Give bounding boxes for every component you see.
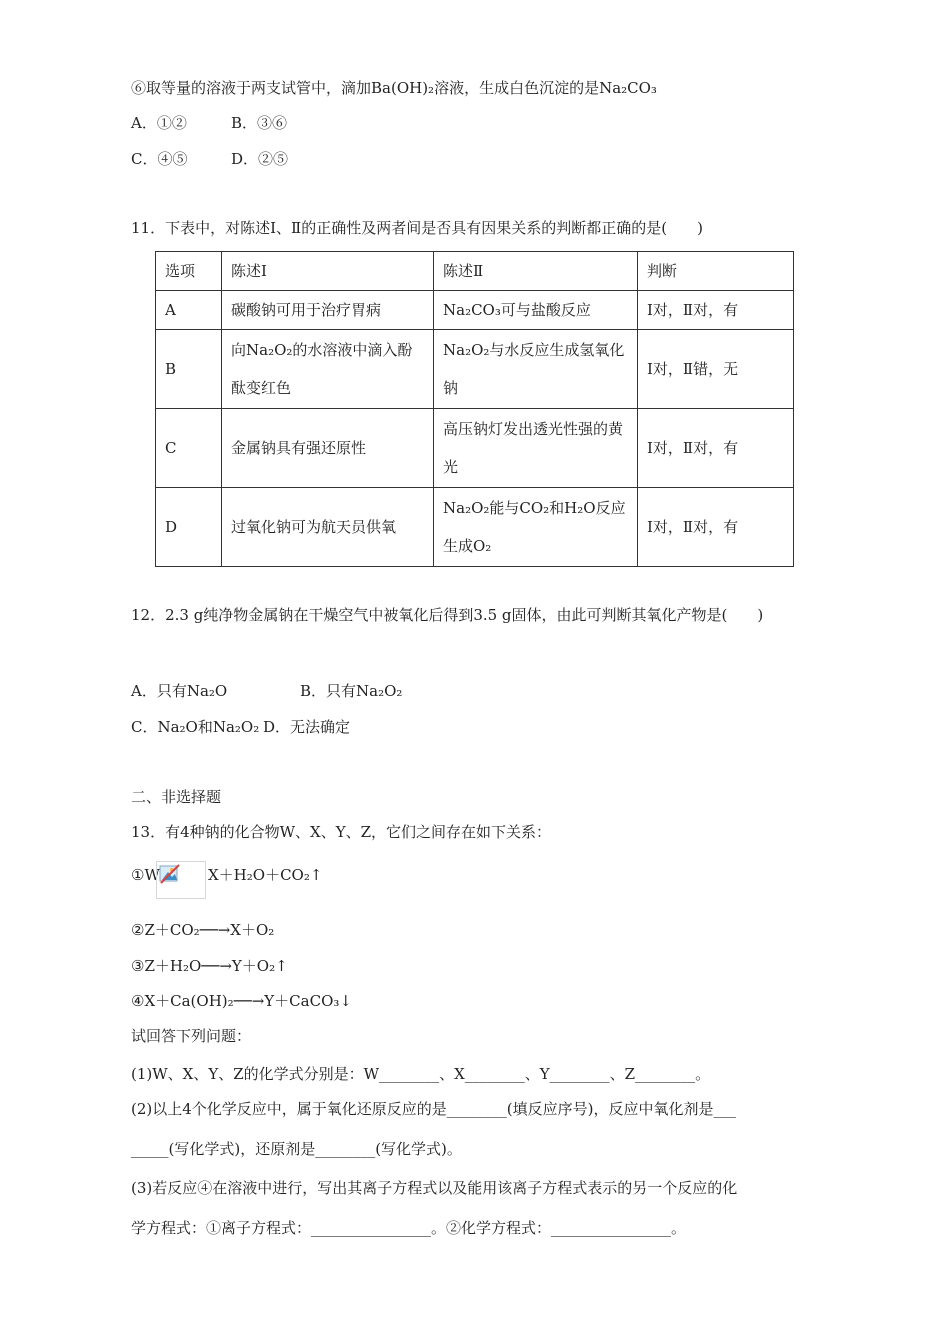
- row-statement-1: 碳酸钠可用于治疗胃病: [222, 291, 434, 330]
- q13-reaction-3: ③Z＋H₂O──→Y＋O₂↑: [131, 957, 288, 975]
- row-judgement: Ⅰ对，Ⅱ对，有: [638, 488, 794, 567]
- broken-image-icon: [156, 861, 206, 899]
- row-judgement: Ⅰ对，Ⅱ对，有: [638, 409, 794, 488]
- q13-part-1: (1)W、X、Y、Z的化学式分别是：W________、X________、Y________、Z________。: [131, 1065, 711, 1083]
- q10-item-6: ⑥取等量的溶液于两支试管中，滴加Ba(OH)₂溶液，生成白色沉淀的是Na₂CO₃: [131, 79, 657, 97]
- q13-reaction-2: ②Z＋CO₂──→X＋O₂: [131, 921, 275, 939]
- header-statement-1: 陈述Ⅰ: [222, 252, 434, 291]
- row-statement-2: 高压钠灯发出透光性强的黄光: [434, 409, 638, 488]
- q10-option-a: A．①②: [131, 114, 187, 132]
- q13-part-3-line-1: (3)若反应④在溶液中进行，写出其离子方程式以及能用该离子方程式表示的另一个反应的化: [131, 1179, 738, 1197]
- q12-option-b: B．只有Na₂O₂: [300, 682, 403, 700]
- row-option: D: [156, 488, 222, 567]
- table-row: [156, 488, 794, 567]
- row-statement-1: 过氧化钠可为航天员供氧: [222, 488, 434, 567]
- q12-stem: 12．2.3 g纯净物金属钠在干燥空气中被氧化后得到3.5 g固体，由此可判断其氧化产物是( ): [131, 606, 764, 624]
- header-option: 选项: [156, 252, 222, 291]
- row-judgement: Ⅰ对，Ⅱ对，有: [638, 291, 794, 330]
- header-statement-2: 陈述Ⅱ: [434, 252, 638, 291]
- row-option: C: [156, 409, 222, 488]
- row-option: B: [156, 330, 222, 409]
- q10-option-b: B．③⑥: [231, 114, 288, 132]
- row-statement-2: Na₂O₂能与CO₂和H₂O反应生成O₂: [434, 488, 638, 567]
- row-statement-1: 金属钠具有强还原性: [222, 409, 434, 488]
- q13-reaction-1-right: X＋H₂O＋CO₂↑: [208, 866, 323, 884]
- section-heading: 二、非选择题: [131, 788, 222, 806]
- q13-prompt: 试回答下列问题：: [131, 1027, 252, 1045]
- q13-reaction-4: ④X＋Ca(OH)₂──→Y＋CaCO₃↓: [131, 992, 352, 1010]
- q10-option-d: D．②⑤: [231, 150, 289, 168]
- table-header-row: [156, 252, 794, 291]
- header-judgement: 判断: [638, 252, 794, 291]
- row-judgement: Ⅰ对，Ⅱ错，无: [638, 330, 794, 409]
- q10-option-c: C．④⑤: [131, 150, 188, 168]
- row-statement-1: 向Na₂O₂的水溶液中滴入酚酞变红色: [222, 330, 434, 409]
- table-row: [156, 330, 794, 409]
- q13-reaction-1-left: ①W: [131, 866, 160, 884]
- q12-option-d: D．无法确定: [263, 718, 351, 736]
- q13-part-2-line-2: _____(写化学式)，还原剂是________(写化学式)。: [131, 1140, 462, 1158]
- q11-table: [155, 251, 794, 567]
- q11-stem: 11．下表中，对陈述Ⅰ、Ⅱ的正确性及两者间是否具有因果关系的判断都正确的是( ): [131, 219, 703, 237]
- q13-part-3-line-2: 学方程式：①离子方程式：________________。②化学方程式：________________。: [131, 1219, 687, 1237]
- table-row: [156, 291, 794, 330]
- row-statement-2: Na₂O₂与水反应生成氢氧化钠: [434, 330, 638, 409]
- row-option: A: [156, 291, 222, 330]
- row-statement-2: Na₂CO₃可与盐酸反应: [434, 291, 638, 330]
- table-row: [156, 409, 794, 488]
- q12-option-c: C．Na₂O和Na₂O₂: [131, 718, 260, 736]
- q13-part-2-line-1: (2)以上4个化学反应中，属于氧化还原反应的是________(填反应序号)，反应中氧化剂是___: [131, 1100, 736, 1118]
- q12-option-a: A．只有Na₂O: [131, 682, 228, 700]
- q13-stem: 13．有4种钠的化合物W、X、Y、Z，它们之间存在如下关系：: [131, 823, 552, 841]
